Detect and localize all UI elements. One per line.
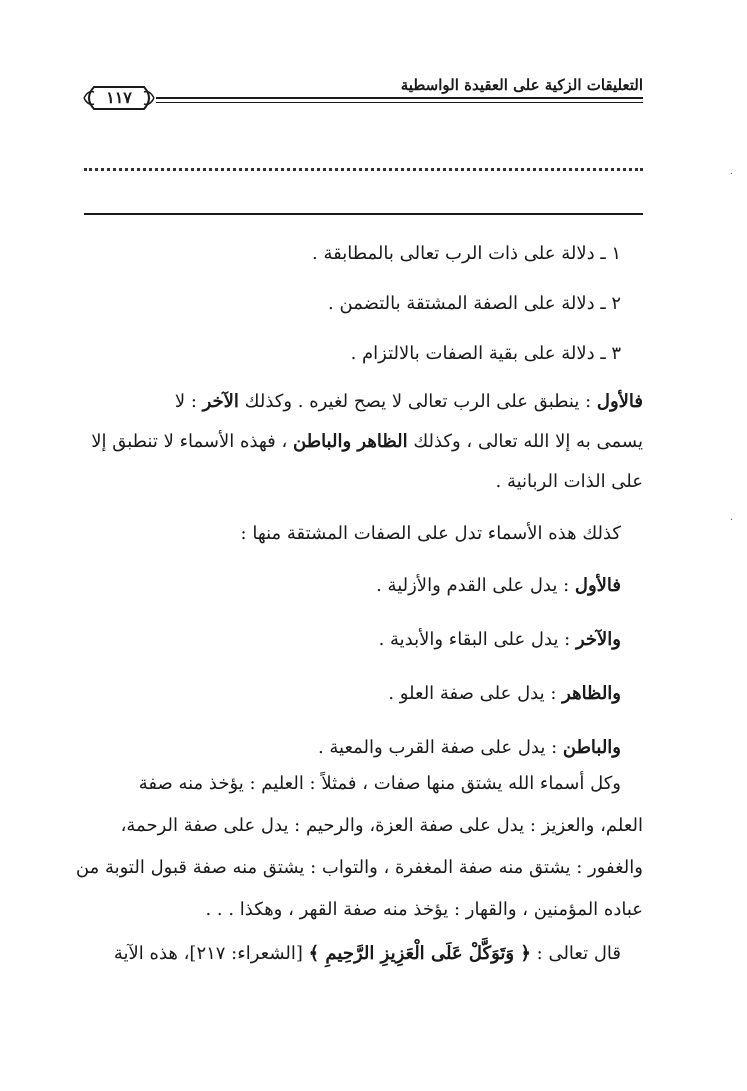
paragraph-line: وكل أسماء الله يشتق منها صفات ، فمثلاً : العليم : يؤخذ منه صفة <box>138 773 621 794</box>
list-item: ٣ ـ دلالة على بقية الصفات بالالتزام . <box>350 343 621 364</box>
numbered-list <box>84 234 643 374</box>
text-span: : يدل على البقاء والأبدية . <box>378 629 576 650</box>
paragraph-line <box>84 422 643 462</box>
page-number: ١١٧ <box>106 88 132 107</box>
text-span: ، فهذه الأسماء لا تنطبق إلا <box>91 431 294 452</box>
text-span: : ينطبق على الرب تعالى لا يصح لغيره . وكذلك <box>238 391 597 412</box>
running-title: التعليقات الزكية على العقيدة الواسطية <box>400 76 643 94</box>
text-span: قال تعالى : <box>530 943 621 964</box>
keyword: فالأول <box>596 391 643 412</box>
paragraph-line <box>84 382 643 422</box>
paragraph-line: والغفور : يشتق منه صفة المغفرة ، والتواب : يشتق منه صفة قبول التوبة من <box>75 857 643 878</box>
margin-mark: . <box>729 512 733 523</box>
list-item: ١ ـ دلالة على ذات الرب تعالى بالمطابقة . <box>312 243 621 264</box>
keyword: والظاهر <box>562 683 621 704</box>
text-span: : يدل على القدم والأزلية . <box>376 575 575 596</box>
paragraph-line: على الذات الربانية . <box>495 471 643 492</box>
paragraph-names <box>75 764 643 930</box>
attributes-intro: كذلك هذه الأسماء تدل على الصفات المشتقة منها : <box>240 523 621 544</box>
quran-verse: ﴿ وَتَوَكَّلْ عَلَى الْعَزِيزِ الرَّحِيمِ ﴾ <box>308 943 531 964</box>
paragraph-line: العلم، والعزيز : يدل على صفة العزة، والرحيم : يدل على صفة الرحمة، <box>120 815 643 836</box>
attribute-item <box>84 620 621 660</box>
margin-mark: . <box>729 166 733 177</box>
text-span: : يدل على صفة القرب والمعية . <box>317 737 563 758</box>
header-rule <box>156 97 643 103</box>
text-span: : لا <box>174 391 203 412</box>
page-number-badge <box>80 84 158 112</box>
text-span: [الشعراء: ٢١٧]، هذه الآية <box>113 943 309 964</box>
dotted-separator <box>84 168 643 171</box>
text-span: يسمى به إلا الله تعالى ، وكذلك <box>407 431 643 452</box>
section-rule <box>84 213 643 215</box>
keyword: فالأول <box>574 575 621 596</box>
attribute-item <box>84 566 621 606</box>
attribute-list <box>84 566 643 768</box>
verse-line <box>84 934 643 974</box>
keyword: الظاهر والباطن <box>293 431 408 452</box>
text-span: : يدل على صفة العلو . <box>388 683 563 704</box>
paragraph-line: عباده المؤمنين ، والقهار : يؤخذ منه صفة القهر ، وهكذا . . . <box>205 899 643 920</box>
keyword: الآخر <box>202 391 239 412</box>
keyword: والباطن <box>562 737 621 758</box>
attribute-item <box>84 728 621 768</box>
keyword: والآخر <box>575 629 621 650</box>
paragraph-first <box>84 382 643 502</box>
attribute-item <box>84 674 621 714</box>
list-item: ٢ ـ دلالة على الصفة المشتقة بالتضمن . <box>328 293 621 314</box>
